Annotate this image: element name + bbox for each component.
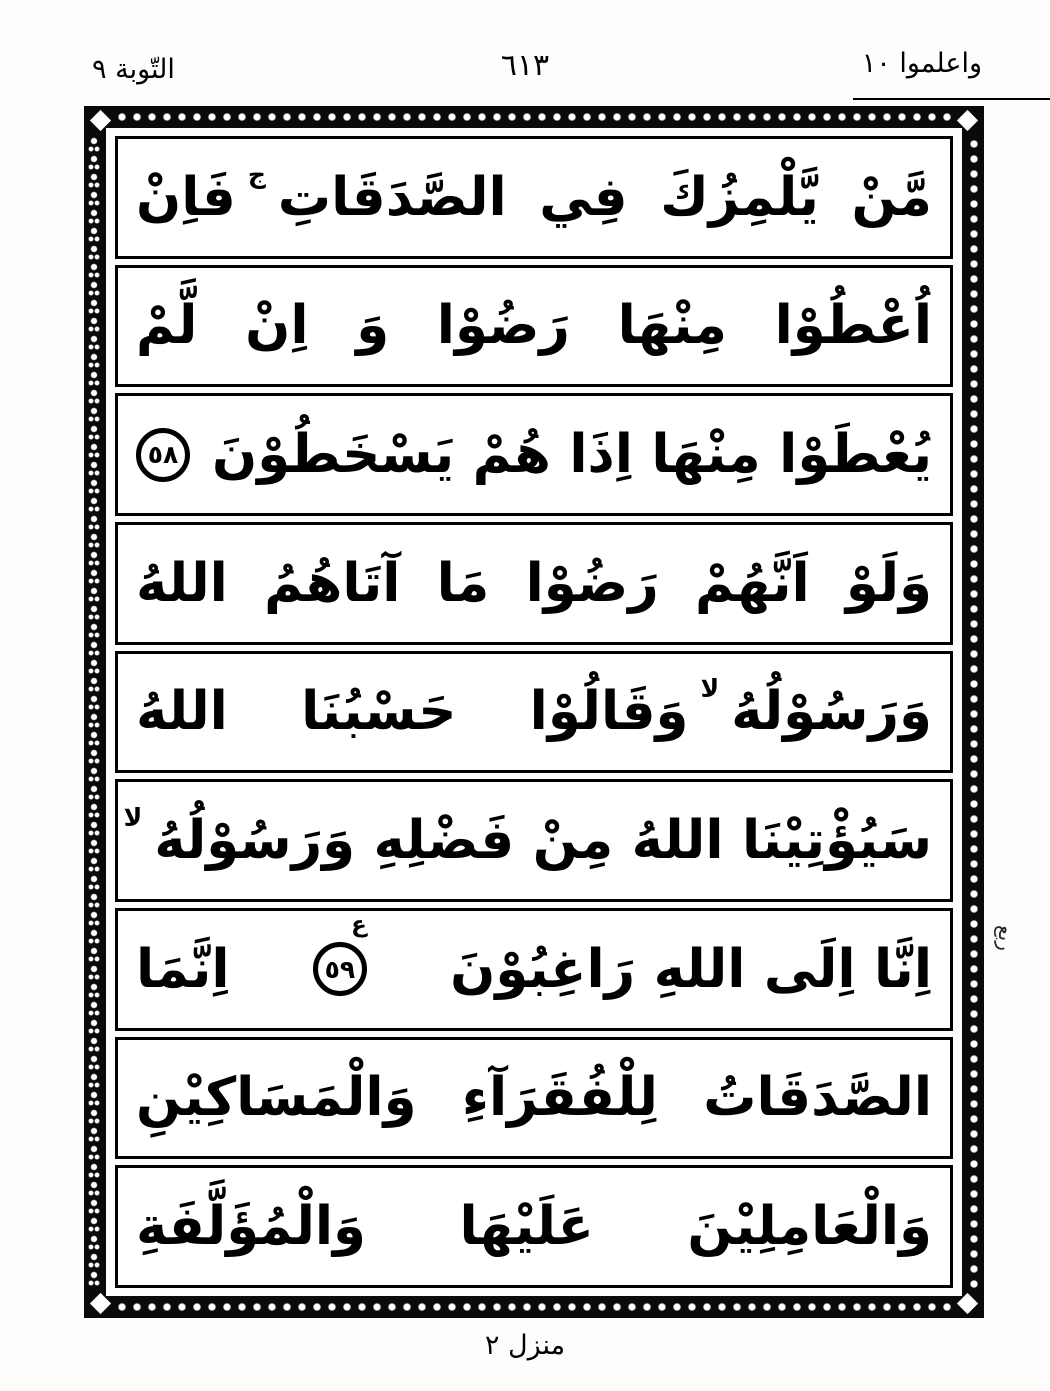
- ayah-line-8: [115, 1037, 953, 1160]
- line8-text: الصَّدَقَاتُ لِلْفُقَرَآءِ وَالْمَسَاكِيْنِ: [136, 1067, 932, 1129]
- ayah-line-2: [115, 265, 953, 388]
- chain-border-right-icon: [968, 136, 980, 1288]
- waqf-laam-mark: لا: [123, 802, 143, 832]
- line7-text-a: اِنَّا اِلَى اللهِ رَاغِبُوْنَ: [450, 938, 932, 1000]
- ayah-line-7: [115, 908, 953, 1031]
- manzil-label: منزل ٢: [484, 1330, 566, 1361]
- text-area: [106, 128, 962, 1296]
- verse-59-marker: ٥٩: [313, 942, 367, 996]
- ayah-line-4: [115, 522, 953, 645]
- rub-section-marker: ربع: [994, 925, 1018, 951]
- line9-text: وَالْعَامِلِيْنَ عَلَيْهَا وَالْمُؤَلَّفَةِ: [136, 1195, 932, 1257]
- chain-border-top-icon: [114, 111, 954, 123]
- corner-ornament-icon: [90, 1293, 111, 1314]
- ruku-ain-mark: ع: [351, 912, 367, 939]
- page-number: ٦١٣: [500, 48, 550, 83]
- verse-58-marker: ٥٨: [136, 428, 190, 482]
- header-rule: [853, 98, 1050, 100]
- ayah-line-5: [115, 651, 953, 774]
- juz-label: واعلموا ١٠: [861, 48, 982, 79]
- ayah-line-3: [115, 393, 953, 516]
- line1-text-b: فَاِنْ: [136, 166, 236, 228]
- ayah-line-9: [115, 1165, 953, 1288]
- line5-text-b: وَقَالُوْا حَسْبُنَا اللهُ: [136, 681, 689, 743]
- line5-text-a: وَرَسُوْلُهُ: [731, 681, 932, 743]
- verse-59-marker-group: [313, 912, 367, 996]
- ornamental-border-frame: [84, 106, 984, 1318]
- surah-name-label: التّوبة ٩: [92, 54, 175, 85]
- chain-border-bottom-icon: [114, 1301, 954, 1313]
- line2-text: اُعْطُوْا مِنْهَا رَضُوْا وَ اِنْ لَّمْ: [136, 295, 932, 357]
- corner-ornament-icon: [957, 1293, 978, 1314]
- line3-text: يُعْطَوْا مِنْهَا اِذَا هُمْ يَسْخَطُوْنَ: [212, 424, 932, 486]
- vine-border-left-icon: [88, 136, 100, 1288]
- line1-text-a: مَّنْ يَّلْمِزُكَ فِي الصَّدَقَاتِ: [277, 166, 932, 228]
- waqf-laam-mark: لا: [700, 674, 720, 704]
- ayah-line-6: [115, 779, 953, 902]
- ayah-line-1: [115, 136, 953, 259]
- line4-text: وَلَوْ اَنَّهُمْ رَضُوْا مَا آتَاهُمُ اللهُ: [136, 552, 932, 614]
- waqf-jeem-mark: ج: [247, 159, 266, 189]
- line7-text-b: اِنَّمَا: [136, 938, 230, 1000]
- line6-text: سَيُؤْتِيْنَا اللهُ مِنْ فَضْلِهِ وَرَسُوْلُهُ: [154, 809, 932, 871]
